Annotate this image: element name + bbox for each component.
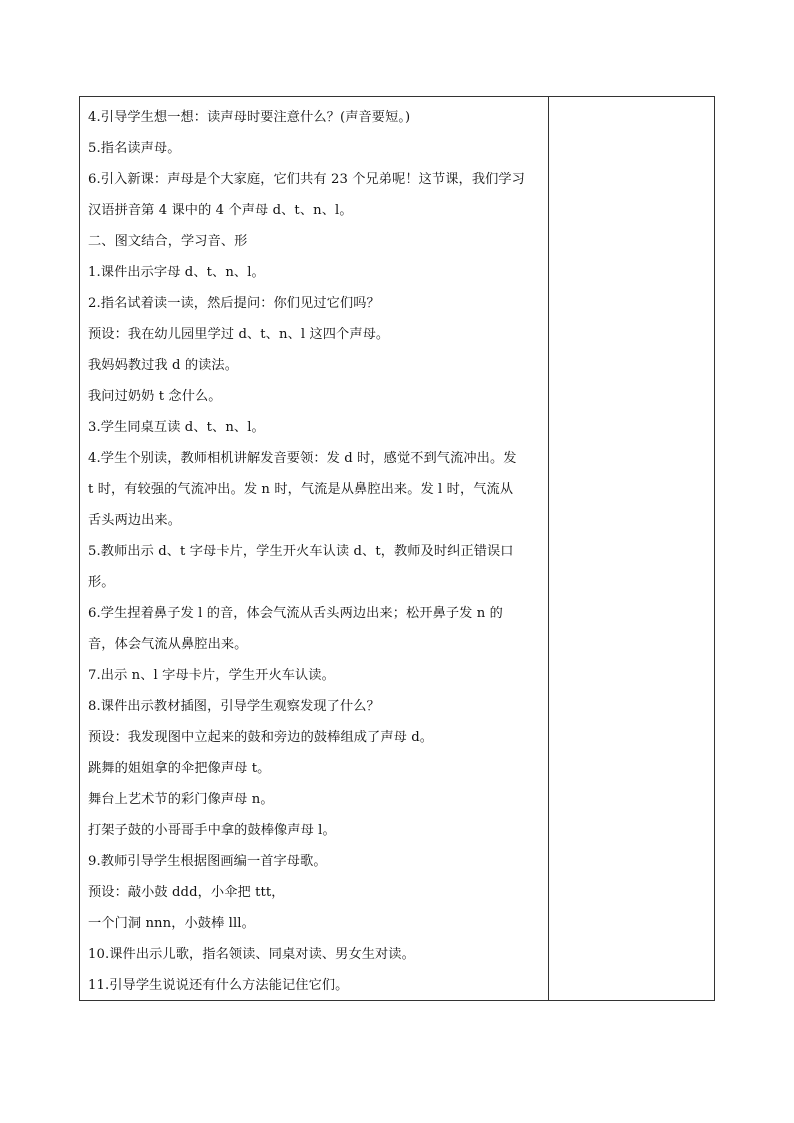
content-line: 4.引导学生想一想：读声母时要注意什么？(声音要短。) xyxy=(88,110,411,125)
content-line: 5.指名读声母。 xyxy=(88,141,181,156)
content-line: 3.学生同桌互读 d、t、n、l。 xyxy=(88,420,265,435)
content-line: 1.课件出示字母 d、t、n、l。 xyxy=(88,265,265,280)
content-line: 舞台上艺术节的彩门像声母 n。 xyxy=(88,792,274,807)
content-line: 打架子鼓的小哥哥手中拿的鼓棒像声母 l。 xyxy=(88,823,336,838)
content-line: 预设：敲小鼓 ddd，小伞把 ttt， xyxy=(88,885,285,900)
content-line: 预设：我发现图中立起来的鼓和旁边的鼓棒组成了声母 d。 xyxy=(88,730,434,745)
notes-cell xyxy=(549,97,714,1000)
content-line: t 时，有较强的气流冲出。发 n 时，气流是从鼻腔出来。发 l 时，气流从 xyxy=(88,482,514,497)
content-line: 8.课件出示教材插图，引导学生观察发现了什么？ xyxy=(88,699,380,714)
content-line: 我问过奶奶 t 念什么。 xyxy=(88,389,222,404)
lesson-content-cell xyxy=(80,97,549,1000)
content-line: 汉语拼音第 4 课中的 4 个声母 d、t、n、l。 xyxy=(88,203,353,218)
content-line: 9.教师引导学生根据图画编一首字母歌。 xyxy=(88,854,327,869)
lesson-table xyxy=(79,96,715,1001)
content-line: 音，体会气流从鼻腔出来。 xyxy=(88,637,248,652)
content-line: 6.引入新课：声母是个大家庭，它们共有 23 个兄弟呢！这节课，我们学习 xyxy=(88,172,525,187)
content-line: 我妈妈教过我 d 的读法。 xyxy=(88,358,238,373)
content-line: 一个门洞 nnn，小鼓棒 lll。 xyxy=(88,916,255,931)
content-line: 4.学生个别读，教师相机讲解发音要领：发 d 时，感觉不到气流冲出。发 xyxy=(88,451,517,466)
content-line: 5.教师出示 d、t 字母卡片，学生开火车认读 d、t，教师及时纠正错误口 xyxy=(88,544,514,559)
content-line: 11.引导学生说说还有什么方法能记住它们。 xyxy=(88,978,349,993)
content-line: 预设：我在幼儿园里学过 d、t、n、l 这四个声母。 xyxy=(88,327,390,342)
content-line: 6.学生捏着鼻子发 l 的音，体会气流从舌头两边出来；松开鼻子发 n 的 xyxy=(88,606,503,621)
content-line: 7.出示 n、l 字母卡片，学生开火车认读。 xyxy=(88,668,335,683)
content-line: 舌头两边出来。 xyxy=(88,513,182,528)
section-heading: 二、图文结合，学习音、形 xyxy=(88,234,248,249)
content-line: 形。 xyxy=(88,575,115,590)
content-line: 跳舞的姐姐拿的伞把像声母 t。 xyxy=(88,761,271,776)
content-line: 2.指名试着读一读，然后提问：你们见过它们吗？ xyxy=(88,296,380,311)
content-line: 10.课件出示儿歌，指名领读、同桌对读、男女生对读。 xyxy=(88,947,415,962)
